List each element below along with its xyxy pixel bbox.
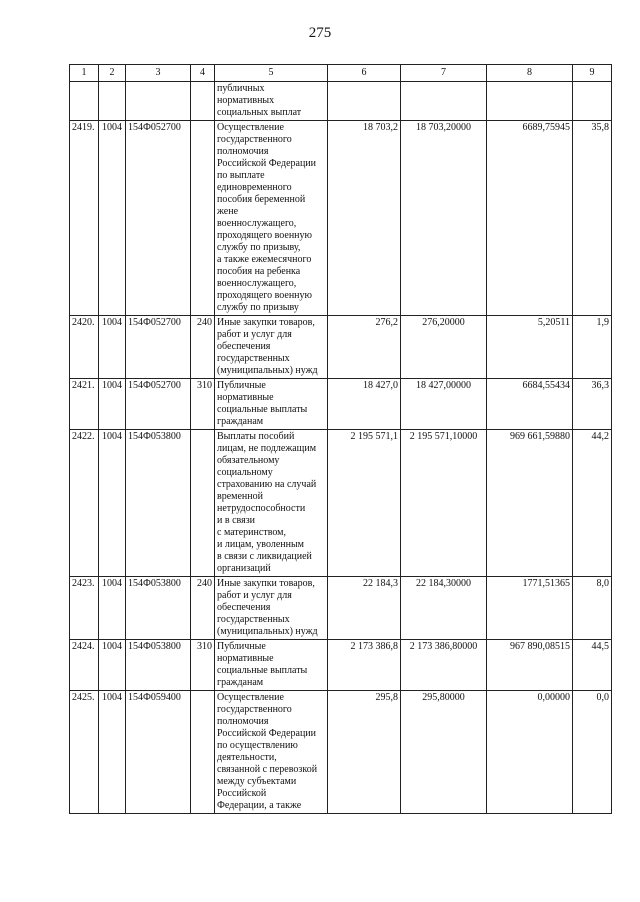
- description: Иные закупки товаров, работ и услуг для обеспечения государственных (муниципальных) нужд: [215, 316, 328, 379]
- expense-type-code: [191, 121, 215, 316]
- table-row: [70, 691, 612, 814]
- column-8-value: 969 661,59880: [487, 430, 573, 577]
- expense-type-code: [191, 430, 215, 577]
- expense-type-code: [191, 691, 215, 814]
- column-6-value: 18 427,0: [328, 379, 401, 430]
- description: публичных нормативных социальных выплат: [215, 82, 328, 121]
- header-cell: 2: [99, 65, 126, 82]
- column-9-percent: 1,9: [573, 316, 612, 379]
- column-9-percent: [573, 82, 612, 121]
- section-code: 1004: [99, 379, 126, 430]
- column-7-value: 295,80000: [401, 691, 487, 814]
- description: Публичные нормативные социальные выплаты гражданам: [215, 640, 328, 691]
- row-number: 2425.: [70, 691, 99, 814]
- header-cell: 4: [191, 65, 215, 82]
- column-9-percent: 0,0: [573, 691, 612, 814]
- target-article-code: 154Ф052700: [126, 316, 191, 379]
- column-7-value: 18 703,20000: [401, 121, 487, 316]
- header-cell: 5: [215, 65, 328, 82]
- column-8-value: 6684,55434: [487, 379, 573, 430]
- table-row: [70, 577, 612, 640]
- column-9-percent: 8,0: [573, 577, 612, 640]
- header-cell: 8: [487, 65, 573, 82]
- description: Осуществление государственного полномочия Российской Федерации по осуществлению деятельности, связанной с перевозкой между субъектами Российской Федерации, а также: [215, 691, 328, 814]
- column-8-value: 5,20511: [487, 316, 573, 379]
- row-number: 2419.: [70, 121, 99, 316]
- column-7-value: [401, 82, 487, 121]
- section-code: 1004: [99, 577, 126, 640]
- table-row: [70, 430, 612, 577]
- description: Иные закупки товаров, работ и услуг для обеспечения государственных (муниципальных) нужд: [215, 577, 328, 640]
- column-7-value: 22 184,30000: [401, 577, 487, 640]
- column-8-value: 1771,51365: [487, 577, 573, 640]
- table-row: [70, 121, 612, 316]
- column-7-value: 2 173 386,80000: [401, 640, 487, 691]
- table-row: [70, 82, 612, 121]
- column-8-value: 967 890,08515: [487, 640, 573, 691]
- header-cell: 9: [573, 65, 612, 82]
- header-row: [70, 65, 612, 82]
- section-code: 1004: [99, 691, 126, 814]
- header-cell: 7: [401, 65, 487, 82]
- column-9-percent: 36,3: [573, 379, 612, 430]
- expense-type-code: [191, 82, 215, 121]
- header-cell: 3: [126, 65, 191, 82]
- section-code: 1004: [99, 640, 126, 691]
- table-row: [70, 379, 612, 430]
- column-9-percent: 35,8: [573, 121, 612, 316]
- target-article-code: 154Ф053800: [126, 430, 191, 577]
- target-article-code: 154Ф059400: [126, 691, 191, 814]
- column-6-value: [328, 82, 401, 121]
- target-article-code: 154Ф053800: [126, 577, 191, 640]
- column-6-value: 295,8: [328, 691, 401, 814]
- row-number: 2421.: [70, 379, 99, 430]
- section-code: [99, 82, 126, 121]
- column-9-percent: 44,2: [573, 430, 612, 577]
- column-7-value: 18 427,00000: [401, 379, 487, 430]
- expense-type-code: 310: [191, 379, 215, 430]
- target-article-code: 154Ф053800: [126, 640, 191, 691]
- description: Осуществление государственного полномочия Российской Федерации по выплате единовременного пособия беременной жене военнослужащего, проходящего военную службу по призыву, а также ежемесячного пособия на ребенка военнослужащего, проходящего военную службу по призыву: [215, 121, 328, 316]
- column-6-value: 276,2: [328, 316, 401, 379]
- description: Выплаты пособий лицам, не подлежащим обязательному социальному страхованию на случай временной нетрудоспособности и в связи с материнством, и лицам, уволенным в связи с ликвидацией организаций: [215, 430, 328, 577]
- target-article-code: 154Ф052700: [126, 379, 191, 430]
- section-code: 1004: [99, 316, 126, 379]
- row-number: 2422.: [70, 430, 99, 577]
- column-6-value: 18 703,2: [328, 121, 401, 316]
- expense-type-code: 240: [191, 316, 215, 379]
- row-number: 2423.: [70, 577, 99, 640]
- row-number: 2424.: [70, 640, 99, 691]
- row-number: 2420.: [70, 316, 99, 379]
- column-8-value: 6689,75945: [487, 121, 573, 316]
- page-number: 275: [308, 25, 332, 41]
- header-cell: 1: [70, 65, 99, 82]
- expense-type-code: 240: [191, 577, 215, 640]
- column-6-value: 2 173 386,8: [328, 640, 401, 691]
- column-6-value: 2 195 571,1: [328, 430, 401, 577]
- column-8-value: 0,00000: [487, 691, 573, 814]
- budget-table: [69, 64, 612, 814]
- section-code: 1004: [99, 121, 126, 316]
- description: Публичные нормативные социальные выплаты гражданам: [215, 379, 328, 430]
- column-9-percent: 44,5: [573, 640, 612, 691]
- column-8-value: [487, 82, 573, 121]
- column-7-value: 2 195 571,10000: [401, 430, 487, 577]
- expense-type-code: 310: [191, 640, 215, 691]
- table-row: [70, 640, 612, 691]
- target-article-code: 154Ф052700: [126, 121, 191, 316]
- table-row: [70, 316, 612, 379]
- target-article-code: [126, 82, 191, 121]
- header-cell: 6: [328, 65, 401, 82]
- section-code: 1004: [99, 430, 126, 577]
- column-6-value: 22 184,3: [328, 577, 401, 640]
- row-number: [70, 82, 99, 121]
- column-7-value: 276,20000: [401, 316, 487, 379]
